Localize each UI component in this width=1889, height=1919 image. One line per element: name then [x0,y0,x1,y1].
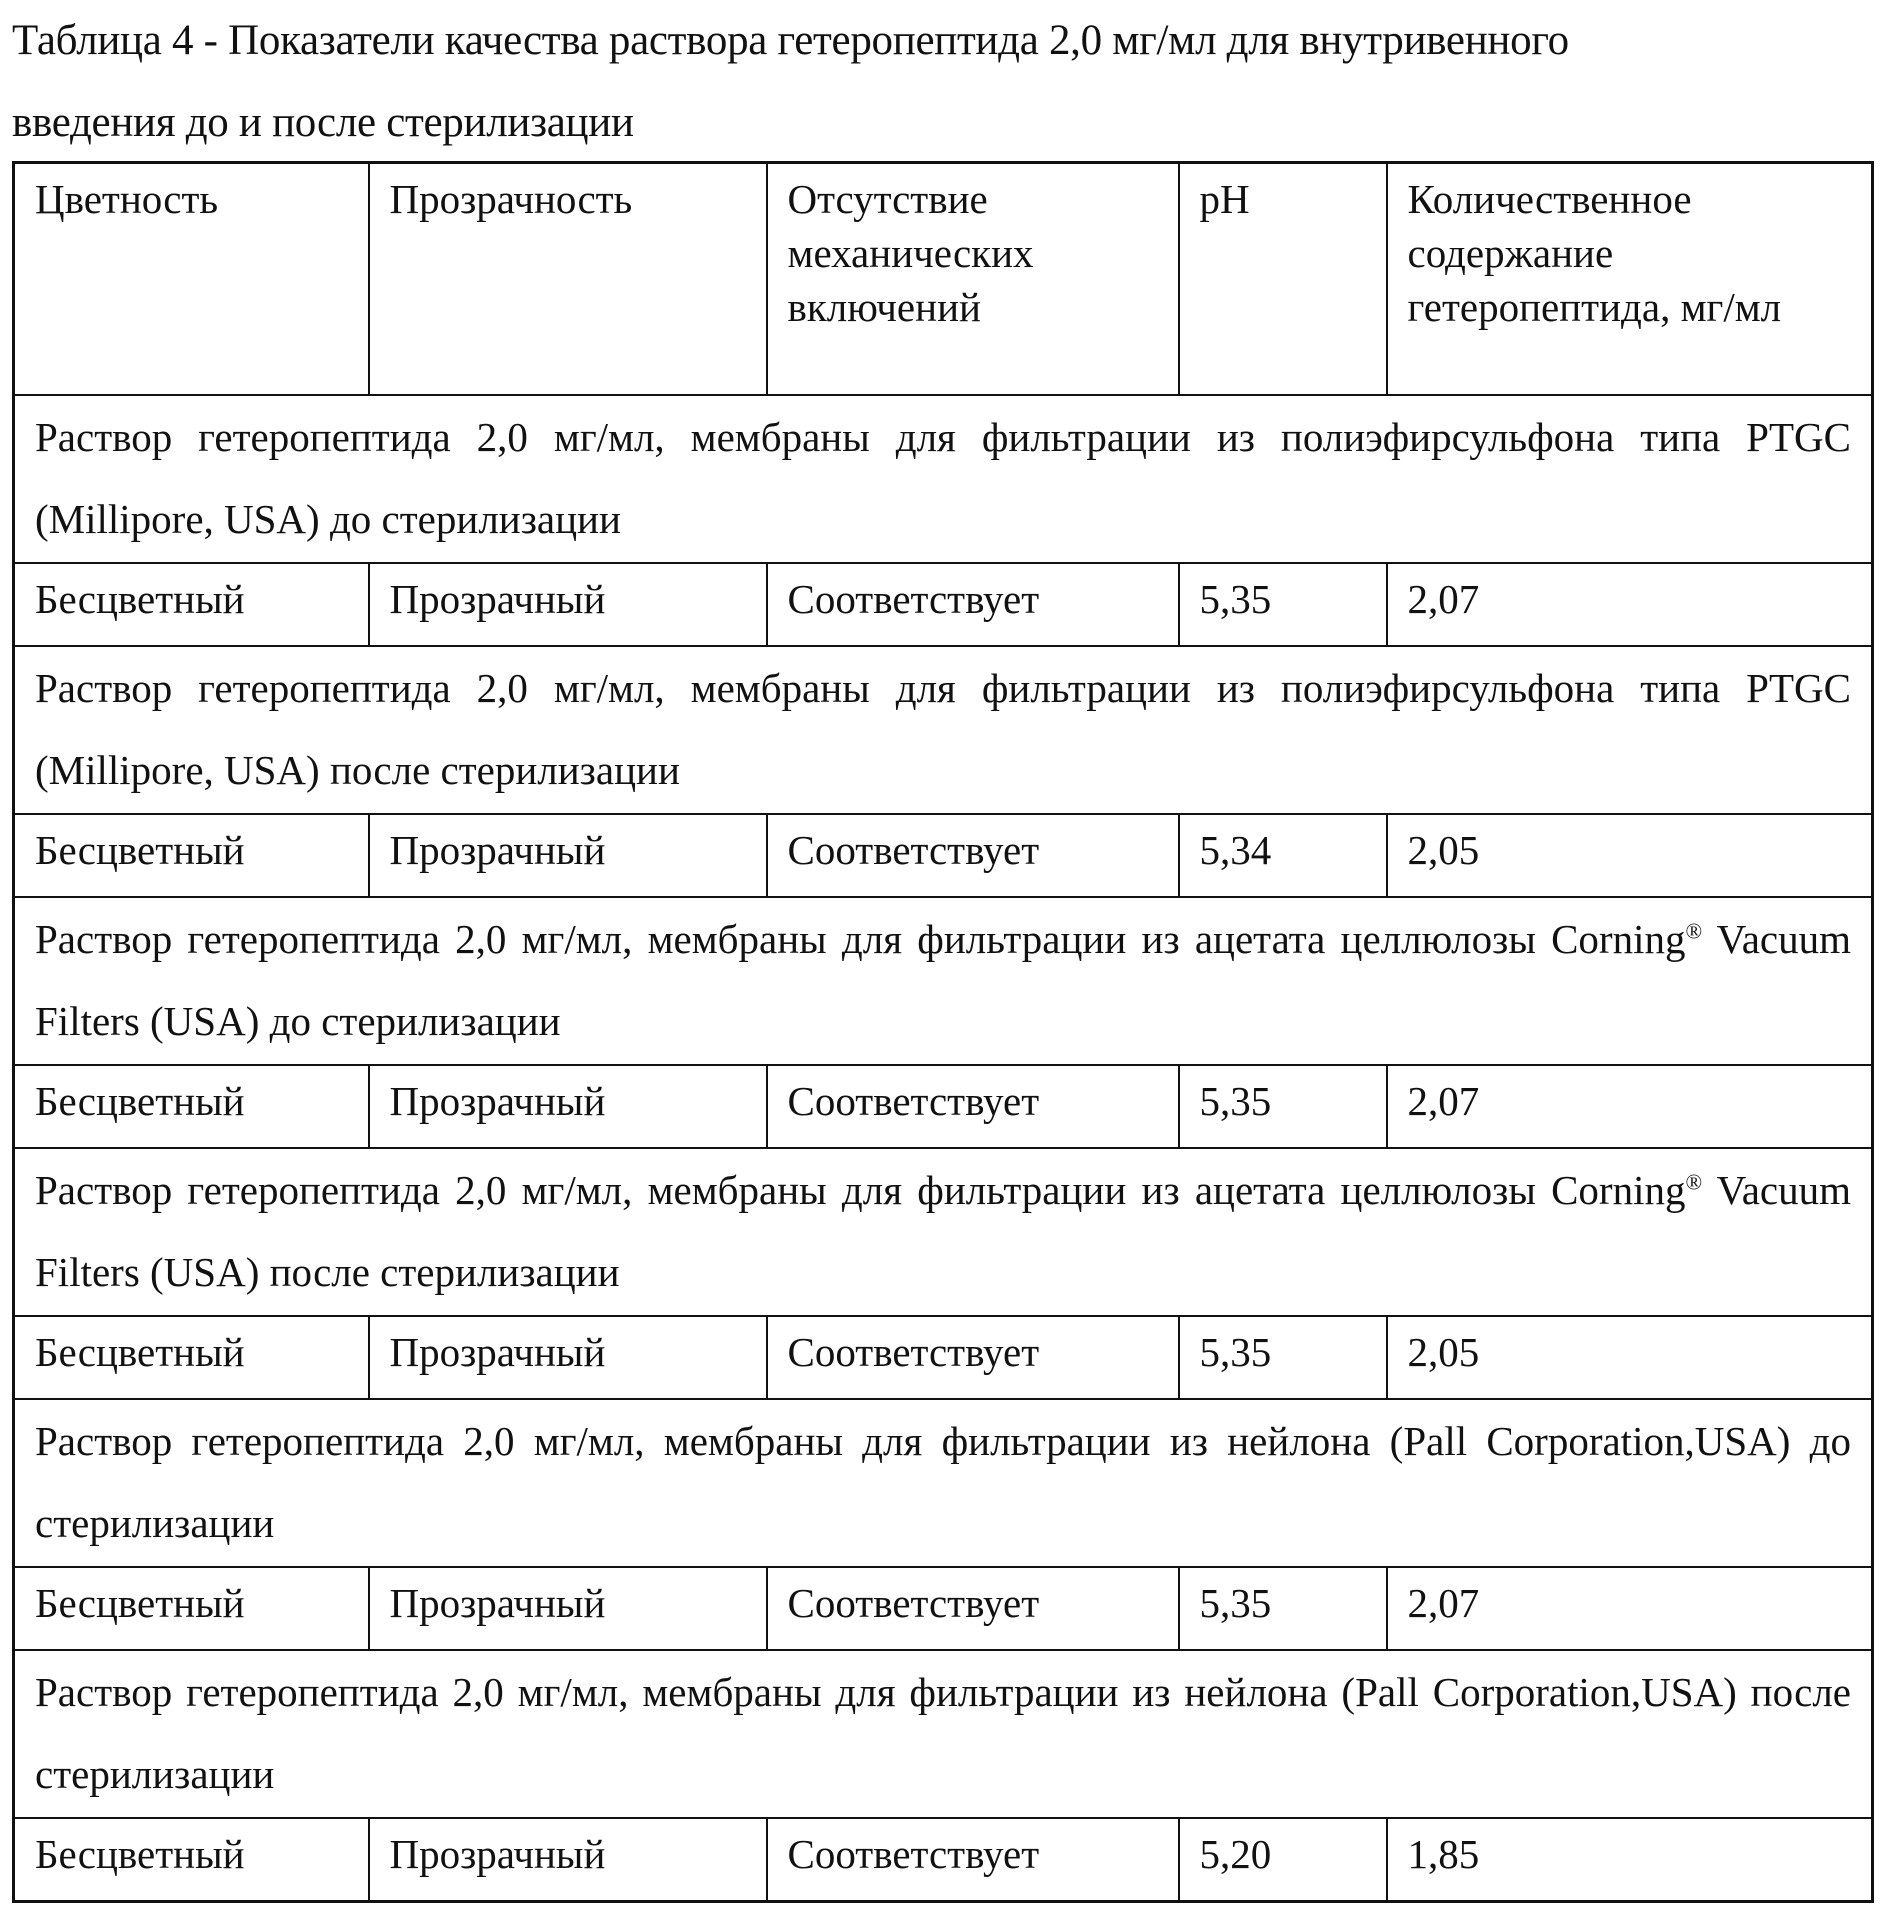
header-row [14,163,1873,396]
cell-transparency: Прозрачный [369,1065,767,1148]
section-label: Раствор гетеропептида 2,0 мг/мл, мембраны для фильтрации из нейлона (Pall Corporation,USA) после стерилизации [14,1650,1873,1818]
section-text-end: Vacuum Filters (USA) до стерилизации [35,916,1851,1044]
cell-mechanical-inclusions: Соответствует [767,1567,1179,1650]
cell-content: 2,07 [1387,563,1873,646]
section-label: Раствор гетеропептида 2,0 мг/мл, мембраны для фильтрации из полиэфирсульфона типа PTGC (Millipore, USA) до стерилизации [14,395,1873,563]
cell-ph: 5,20 [1179,1818,1387,1902]
cell-transparency: Прозрачный [369,814,767,897]
section-row [14,395,1873,563]
cell-color: Бесцветный [14,563,369,646]
cell-content: 2,07 [1387,1567,1873,1650]
section-label [14,1148,1873,1316]
header-mechanical-inclusions: Отсутствие механических включений [767,163,1179,396]
cell-color: Бесцветный [14,814,369,897]
section-row [14,1148,1873,1316]
cell-transparency: Прозрачный [369,1567,767,1650]
cell-color: Бесцветный [14,1818,369,1902]
section-label: Раствор гетеропептида 2,0 мг/мл, мембраны для фильтрации из нейлона (Pall Corporation,USA) до стерилизации [14,1399,1873,1567]
data-row [14,1818,1873,1902]
cell-mechanical-inclusions: Соответствует [767,1065,1179,1148]
data-row [14,563,1873,646]
registered-mark: ® [1685,1169,1702,1194]
cell-ph: 5,35 [1179,563,1387,646]
caption-line-1: Таблица 4 - Показатели качества раствора гетеропептида 2,0 мг/мл для внутривенного [12,0,1872,82]
cell-ph: 5,35 [1179,1567,1387,1650]
cell-mechanical-inclusions: Соответствует [767,563,1179,646]
section-text-end: Vacuum Filters (USA) после стерилизации [35,1167,1851,1295]
data-row [14,1567,1873,1650]
cell-content: 2,05 [1387,814,1873,897]
cell-content: 2,07 [1387,1065,1873,1148]
header-content: Количественное содержание гетеропептида, мг/мл [1387,163,1873,396]
header-color: Цветность [14,163,369,396]
cell-color: Бесцветный [14,1567,369,1650]
header-transparency: Прозрачность [369,163,767,396]
section-row [14,1650,1873,1818]
section-text: Раствор гетеропептида 2,0 мг/мл, мембраны для фильтрации из ацетата целлюлозы Corning [35,916,1685,962]
data-row [14,1316,1873,1399]
table-caption [12,0,1872,164]
data-row [14,814,1873,897]
cell-content: 2,05 [1387,1316,1873,1399]
quality-indicators-table [12,161,1874,1903]
caption-line-2: введения до и после стерилизации [12,82,1872,164]
section-label: Раствор гетеропептида 2,0 мг/мл, мембраны для фильтрации из полиэфирсульфона типа PTGC (Millipore, USA) после стерилизации [14,646,1873,814]
header-ph: pH [1179,163,1387,396]
cell-content: 1,85 [1387,1818,1873,1902]
registered-mark: ® [1685,918,1702,943]
section-row [14,646,1873,814]
section-row [14,1399,1873,1567]
cell-ph: 5,34 [1179,814,1387,897]
section-label [14,897,1873,1065]
cell-transparency: Прозрачный [369,1818,767,1902]
section-row [14,897,1873,1065]
cell-transparency: Прозрачный [369,563,767,646]
data-row [14,1065,1873,1148]
cell-ph: 5,35 [1179,1316,1387,1399]
cell-mechanical-inclusions: Соответствует [767,1316,1179,1399]
cell-mechanical-inclusions: Соответствует [767,814,1179,897]
cell-transparency: Прозрачный [369,1316,767,1399]
cell-ph: 5,35 [1179,1065,1387,1148]
section-text: Раствор гетеропептида 2,0 мг/мл, мембраны для фильтрации из ацетата целлюлозы Corning [35,1167,1685,1213]
cell-color: Бесцветный [14,1065,369,1148]
cell-color: Бесцветный [14,1316,369,1399]
cell-mechanical-inclusions: Соответствует [767,1818,1179,1902]
